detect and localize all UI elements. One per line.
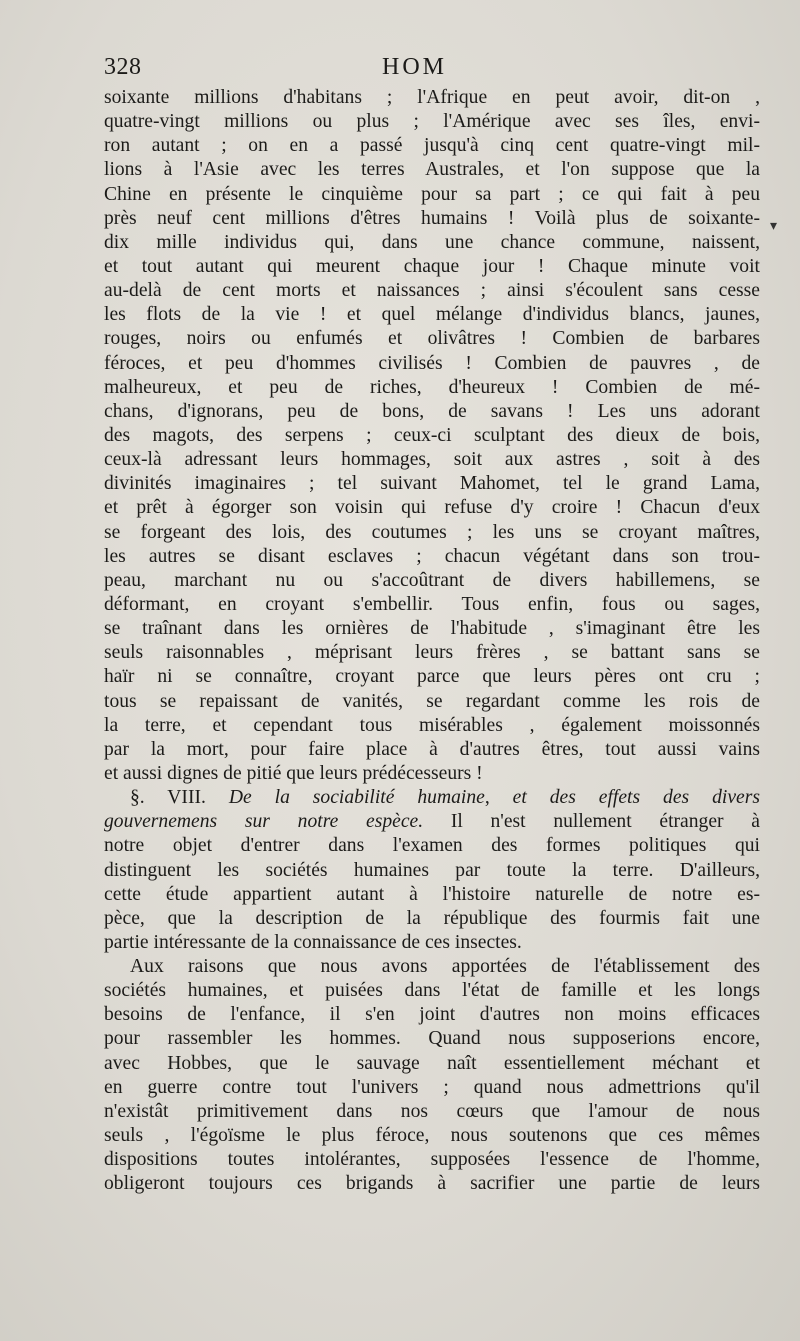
text-line: seuls , l'égoïsme le plus féroce, nous soutenons que ces mêmes xyxy=(104,1125,760,1147)
text-line: distinguent les sociétés humaines par toute la terre. D'ailleurs, xyxy=(104,859,760,881)
running-head: HOM xyxy=(382,54,448,80)
text-line: pour rassembler les hommes. Quand nous supposerions encore, xyxy=(104,1028,760,1050)
text-line: pèce, que la description de la république des fourmis fait une xyxy=(104,907,760,929)
text-line: malheureux, et peu de riches, d'heureux ! Combien de mé- xyxy=(104,376,760,398)
text-line: divinités imaginaires ; tel suivant Mahomet, tel le grand Lama, xyxy=(104,473,760,495)
text-line: cette étude appartient autant à l'histoire naturelle de notre es- xyxy=(104,883,760,905)
text-line: les flots de la vie ! et quel mélange d'individus blancs, jaunes, xyxy=(104,304,760,326)
body-text xyxy=(104,86,760,1196)
page-header xyxy=(104,54,764,84)
text-line: des magots, des serpens ; ceux-ci sculptant des dieux de bois, xyxy=(104,424,760,446)
section-heading-line xyxy=(104,786,760,810)
section-heading-line-2 xyxy=(104,810,760,834)
text-line: ceux-là adressant leurs hommages, soit aux astres , soit à des xyxy=(104,449,760,471)
text-line: obligeront toujours ces brigands à sacrifier une partie de leurs xyxy=(104,1173,760,1195)
section-title-line2: gouvernemens sur notre espèce. xyxy=(104,811,424,833)
section-title-sep: , xyxy=(484,787,513,809)
text-line: peau, marchant nu ou s'accoûtrant de divers habillemens, se xyxy=(104,569,760,591)
section-title-part1: De la sociabilité humaine xyxy=(228,787,485,809)
text-line: déformant, en croyant s'embellir. Tous enfin, fous ou sages, xyxy=(104,593,760,615)
margin-mark-icon: ▾ xyxy=(770,219,778,234)
text-line: dispositions toutes intolérantes, supposées l'essence de l'homme, xyxy=(104,1149,760,1171)
text-line: et tout autant qui meurent chaque jour ! Chaque minute voit xyxy=(104,255,760,277)
text-line: et aussi dignes de pitié que leurs prédécesseurs ! xyxy=(104,762,483,784)
text-line: en guerre contre tout l'univers ; quand nous admettrions qu'il xyxy=(104,1076,760,1098)
text-line: et prêt à égorger son voisin qui refuse d'y croire ! Chacun d'eux xyxy=(104,497,760,519)
text-line: soixante millions d'habitans ; l'Afrique en peut avoir, dit-on , xyxy=(104,87,760,108)
text-line: par la mort, pour faire place à d'autres êtres, tout aussi vains xyxy=(104,738,760,760)
section-after-title: Il n'est nullement étranger à xyxy=(423,811,760,833)
text-line: haïr ni se connaître, croyant parce que leurs pères ont cru ; xyxy=(104,666,760,688)
text-line: seuls raisonnables , méprisant leurs frères , se battant sans se xyxy=(104,642,760,664)
text-line: sociétés humaines, et puisées dans l'état de famille et les longs xyxy=(104,980,760,1002)
text-line: rouges, noirs ou enfumés et olivâtres ! Combien de barbares xyxy=(104,328,760,350)
text-line: tous se repaissant de vanités, se regardant comme les rois de xyxy=(104,690,760,712)
text-line: chans, d'ignorans, peu de bons, de savans ! Les uns adorant xyxy=(104,400,760,422)
text-line: n'existât primitivement dans nos cœurs que l'amour de nous xyxy=(104,1100,760,1122)
text-line: notre objet d'entrer dans l'examen des formes politiques qui xyxy=(104,835,760,857)
text-line: Aux raisons que nous avons apportées de l'établissement des xyxy=(130,956,760,978)
page-number: 328 xyxy=(104,54,142,80)
text-line: partie intéressante de la connaissance de ces insectes. xyxy=(104,931,522,953)
section-viii xyxy=(104,786,760,955)
text-line: ron autant ; on en a passé jusqu'à cinq cent quatre-vingt mil- xyxy=(104,135,760,157)
section-label: §. VIII. xyxy=(130,787,206,809)
text-line: près neuf cent millions d'êtres humains ! Voilà plus de soixante- xyxy=(104,207,760,229)
text-line: féroces, et peu d'hommes civilisés ! Combien de pauvres , de xyxy=(104,352,760,374)
section-title-part2: et des effets des divers xyxy=(512,787,760,809)
text-line: Chine en présente le cinquième pour sa part ; ce qui fait à peu xyxy=(104,183,760,205)
text-line: la terre, et cependant tous misérables , également moissonnés xyxy=(104,714,760,736)
text-line: dix mille individus qui, dans une chance commune, naissent, xyxy=(104,231,760,253)
paragraph-2 xyxy=(104,955,760,1196)
text-line: se forgeant des lois, des coutumes ; les uns se croyant maîtres, xyxy=(104,521,760,543)
text-line: avec Hobbes, que le sauvage naît essentiellement méchant et xyxy=(104,1052,760,1074)
text-line: au-delà de cent morts et naissances ; ainsi s'écoulent sans cesse xyxy=(104,280,760,302)
text-line: lions à l'Asie avec les terres Australes, et l'on suppose que la xyxy=(104,159,760,181)
text-line: quatre-vingt millions ou plus ; l'Amérique avec ses îles, envi- xyxy=(104,111,760,133)
text-line: besoins de l'enfance, il s'en joint d'autres non moins efficaces xyxy=(104,1004,760,1026)
paragraph-1 xyxy=(104,86,760,786)
text-line: les autres se disant esclaves ; chacun végétant dans son trou- xyxy=(104,545,760,567)
text-line: se traînant dans les ornières de l'habitude , s'imaginant être les xyxy=(104,618,760,640)
